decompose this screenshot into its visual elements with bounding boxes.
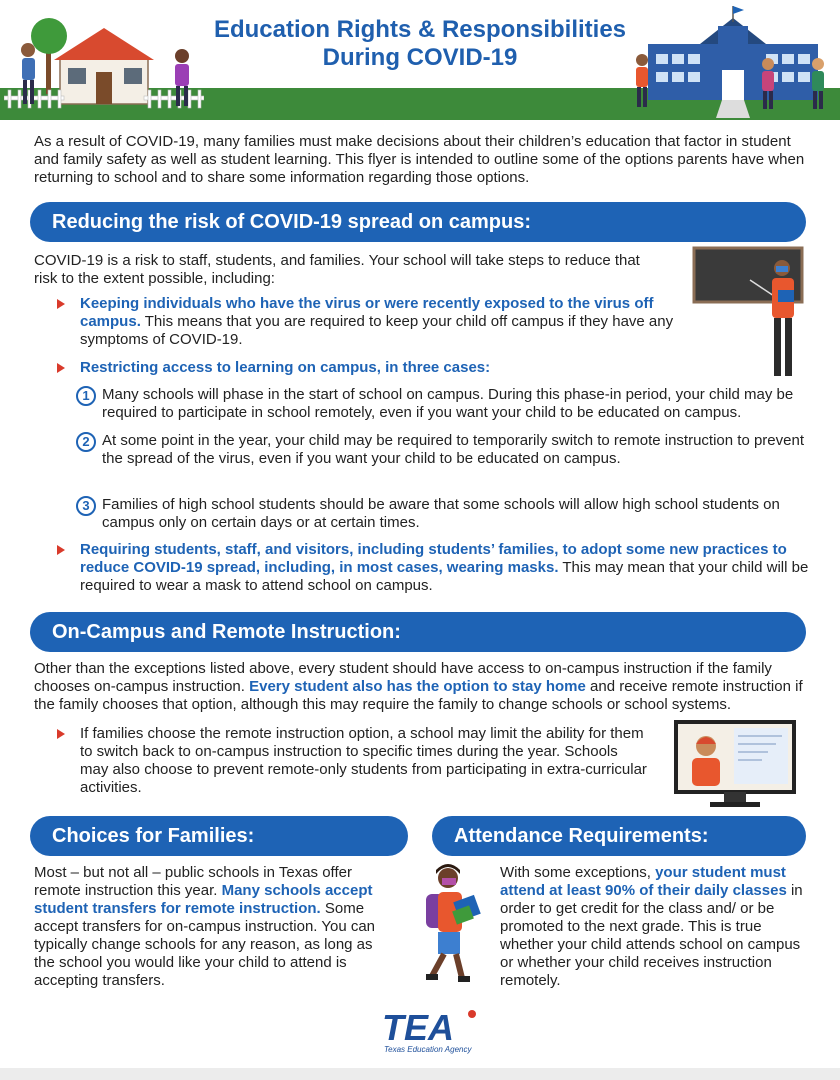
school-illustration	[628, 4, 836, 118]
case-item: Many schools will phase in the start of school on campus. During this phase-in period, your child may be required to participate in school remotely, even if you want your child to be educated on campus.	[102, 386, 794, 421]
case-number-2: 2	[76, 432, 96, 452]
section2-paragraph	[34, 660, 814, 714]
case-item: At some point in the year, your child may be required to temporarily switch to remote instruction to prevent the spread of the virus, even if you want your child to be educated on campus.	[102, 432, 804, 467]
paragraph-bold-text: Many schools accept student transfers for remote instruction.	[34, 882, 373, 917]
bullet-arrow-icon	[57, 545, 65, 555]
title-line-1: Education Rights & Responsibilities	[213, 16, 627, 43]
section1-lead: COVID-19 is a risk to staff, students, and families. Your school will take steps to reduce that risk to the extent possible, including:	[34, 252, 640, 287]
student-walking-illustration	[416, 864, 492, 984]
bullet-new-practices	[80, 541, 810, 595]
case-item: Families of high school students should be aware that some schools will allow high school students on campus only on certain days or at certain times.	[102, 496, 780, 531]
svg-text:Texas Education Agency: Texas Education Agency	[384, 1045, 472, 1054]
bullet-keep-off-campus	[80, 295, 680, 349]
bullet-remote-option: If families choose the remote instruction option, a school may limit the ability for them to switch back to on-campus instruction to specific times during the year. Schools may also choose to prevent remote-only students from participating in extra-curricular activities.	[80, 725, 647, 796]
section-banner-on-campus-remote	[30, 612, 806, 652]
paragraph-text: Other than the exceptions listed above, every student should have access to on-campus instruction if the family chooses on-campus instruction.	[34, 660, 772, 695]
laptop-teacher-illustration	[672, 718, 798, 810]
attendance-paragraph	[500, 864, 804, 990]
section-banner-attendance	[432, 816, 806, 856]
paragraph-text: in order to get credit for the class and/ or be promoted to the next grade. This is true whether your child attends school on campus or whether your child receives instruction remotely.	[500, 882, 803, 989]
paragraph-text: Some accept transfers for on-campus instruction. You can typically change schools for any reason, as long as the school you would like your child to attend is accepting transfers.	[34, 900, 376, 989]
intro-paragraph: As a result of COVID-19, many families must make decisions about their children’s education that factor in student and family safety as well as student learning. This flyer is intended to outline some of the options parents have when returning to school and to share some information regarding those options.	[34, 133, 805, 186]
section-title: Reducing the risk of COVID-19 spread on campus:	[52, 211, 531, 233]
bullet-body-text: This means that you are required to keep your child off campus if they have any symptoms of COVID-19.	[80, 313, 674, 348]
bullet-arrow-icon	[57, 363, 65, 373]
paragraph-text: and receive remote instruction if the family chooses that option, although this may require the family to change schools or school systems.	[34, 678, 803, 713]
section-title: Attendance Requirements:	[454, 825, 709, 847]
page-title	[180, 16, 660, 72]
header	[0, 0, 840, 120]
section-banner-reducing-risk	[30, 202, 806, 242]
choices-paragraph	[34, 864, 396, 990]
section-title: Choices for Families:	[52, 825, 255, 847]
case-number-1: 1	[76, 386, 96, 406]
bullet-bold-text: Requiring students, staff, and visitors, including students’ families, to adopt some new practices to reduce COVID-19 spread, including, in most cases, wearing masks.	[80, 541, 787, 576]
bullet-bold-text: Keeping individuals who have the virus or were recently exposed to the virus off campus.	[80, 295, 654, 330]
tea-logo	[378, 1006, 488, 1056]
bullet-body-text: This may mean that your child will be required to wear a mask to attend school on campus.	[80, 559, 809, 594]
section-title: On-Campus and Remote Instruction:	[52, 621, 401, 643]
svg-text:TEA: TEA	[382, 1007, 454, 1048]
house-illustration	[4, 6, 204, 118]
section-banner-choices	[30, 816, 408, 856]
paragraph-bold-text: Every student also has the option to stay home	[249, 678, 586, 695]
bullet-arrow-icon	[57, 299, 65, 309]
case-number-3: 3	[76, 496, 96, 516]
bullet-bold-text: Restricting access to learning on campus, in three cases:	[80, 359, 491, 376]
teacher-illustration	[692, 244, 810, 380]
paragraph-text: Most – but not all – public schools in Texas offer remote instruction this year.	[34, 864, 352, 899]
title-line-2: During COVID-19	[322, 44, 518, 71]
paragraph-text: With some exceptions,	[500, 864, 656, 881]
paragraph-bold-text: your student must attend at least 90% of their daily classes	[500, 864, 787, 899]
bullet-restricting-access	[80, 359, 680, 377]
bullet-arrow-icon	[57, 729, 65, 739]
